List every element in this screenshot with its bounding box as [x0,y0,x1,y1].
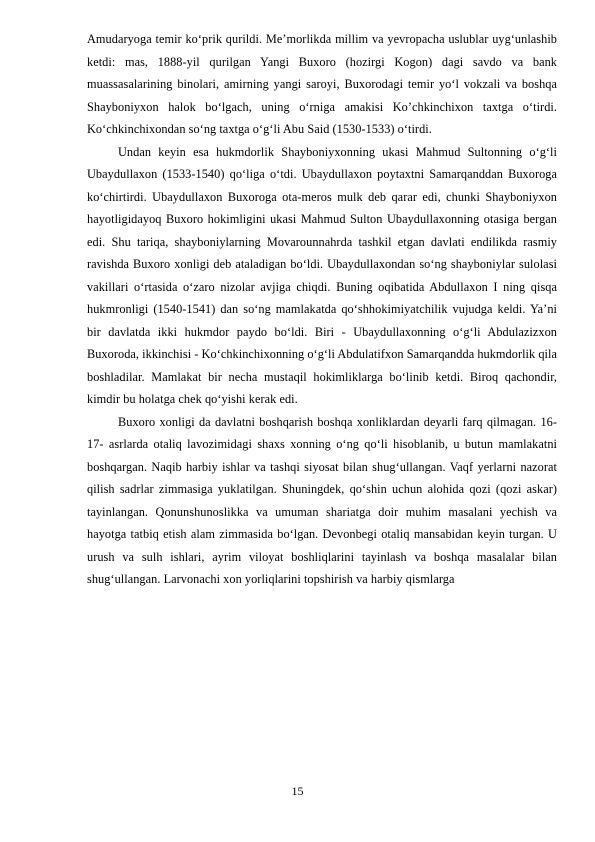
document-page [87,28,557,591]
paragraph-3: Buxoro xonligi da davlatni boshqarish boshqa xonliklardan deyarli farq qilmagan. 16-17- asrlarda otaliq lavozimidagi shaxs xonning oʻng qoʻli hisoblanib, u butun mamlakatni boshqargan. Naqib harbiy ishlar va tashqi siyosat bilan shugʻullangan. Vaqf yerlarni nazorat qilish sadrlar zimmasiga yuklatilgan. Shuningdek, qoʻshin uchun alohida qozi (qozi askar) tayinlangan. Qonunshunoslikka va umuman shariatga doir muhim masalani yechish va hayotga tatbiq etish alam zimmasida boʻlgan. Devonbegi otaliq mansabidan keyin turgan. U urush va sulh ishlari, ayrim viloyat boshliqlarini tayinlash va boshqa masalalar bilan shugʻullangan. Larvonachi xon yorliqlarini topshirish va harbiy qismlarga [87,414,557,586]
page-number: 15 [291,784,304,798]
paragraph-2: Undan keyin esa hukmdorlik Shayboniyxonning ukasi Mahmud Sultonning oʻgʻli Ubaydullaxon (1533-1540) qoʻliga oʻtdi. Ubaydullaxon poytaxtni Samarqanddan Buxoroga koʻchirtirdi. Ubaydullaxon Buxoroga ota-meros mulk deb qarar edi, chunki Shayboniyxon hayotligidayoq Buxoro hokimligini ukasi Mahmud Sulton Ubaydullaxonning otasiga bergan edi. Shu tariqa, shayboniylarning Movarounnahrda tashkil etgan davlati endilikda rasmiy ravishda Buxoro xonligi deb ataladigan boʻldi. Ubaydullaxondan soʻng shayboniylar sulolasi vakillari oʻrtasida oʻzaro nizolar avjiga chiqdi. Buning oqibatida Abdullaxon I ning qisqa hukmronligi (1540-1541) dan soʻng mamlakatda qoʻshhokimiyatchilik vujudga keldi. Yaʼni bir davlatda ikki hukmdor paydo boʻldi. Biri - Ubaydullaxonning oʻgʻli Abdulazizxon Buxoroda, ikkinchisi - Koʻchkinchixonning oʻgʻli Abdulatifxon Samarqandda hukmdorlik qila boshladilar. Mamlakat bir necha mustaqil hokimliklarga boʻlinib ketdi. Biroq qachondir, kimdir bu holatga chek qoʻyishi kerak edi. [87,144,557,406]
paragraph-1: Amudaryoga temir koʻprik qurildi. Meʼmorlikda millim va yevropacha uslublar uygʻunlashib ketdi: mas, 1888-yil qurilgan Yangi Buxoro (hozirgi Kogon) dagi savdo va bank muassasalarining binolari, amirning yangi saroyi, Buxorodagi temir yoʻl vokzali va boshqa Shayboniyxon halok boʻlgach, uning oʻrniga amakisi Ko’chkinchixon taxtga oʻtirdi. Koʻchkinchixondan soʻng taxtga oʻgʻli Abu Said (1530-1533) oʻtirdi. [87,32,557,136]
